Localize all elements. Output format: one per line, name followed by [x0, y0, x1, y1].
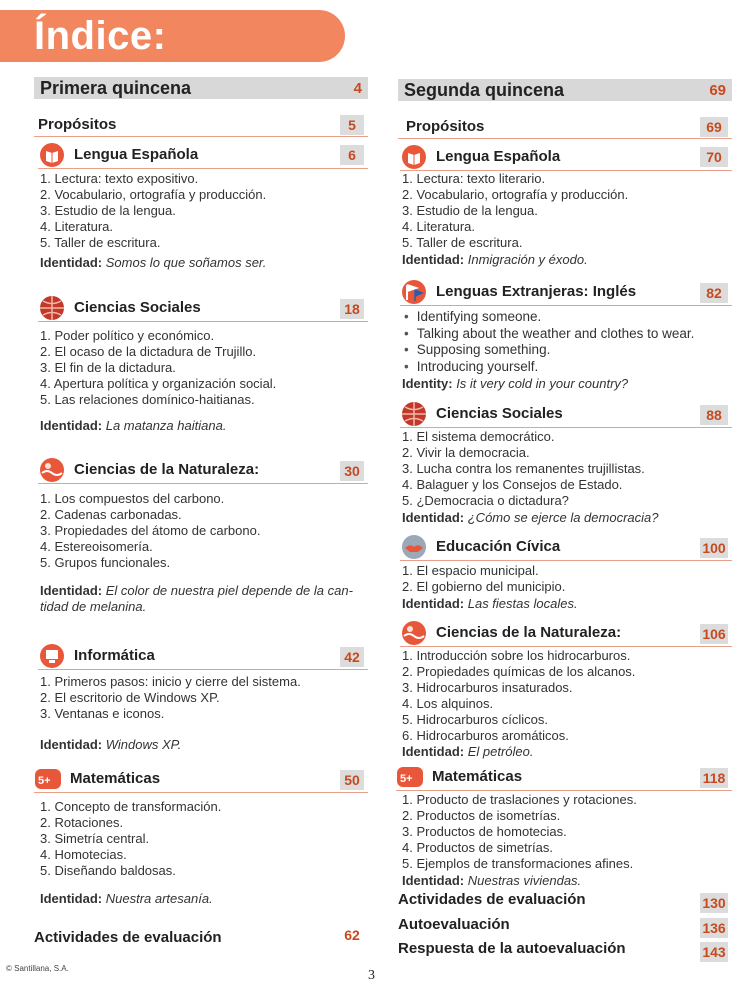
topic-item: 5. Diseñando baldosas.: [40, 863, 176, 878]
svg-text:5+: 5+: [38, 775, 51, 787]
subject-page: 70: [700, 147, 728, 167]
subject-page: 42: [340, 647, 364, 667]
topic-list: [40, 328, 276, 408]
identidad-text: ¿Cómo se ejerce la democracia?: [467, 510, 659, 525]
identidad-line: [402, 252, 588, 268]
propositos-page: 69: [700, 117, 728, 137]
identidad-text: Somos lo que soñamos ser.: [105, 255, 267, 270]
topic-item: 4. Balaguer y los Consejos de Estado.: [402, 477, 623, 492]
topic-list: [402, 563, 565, 595]
autoevaluacion-row[interactable]: [398, 916, 732, 938]
identidad-label: Identidad:: [402, 510, 465, 525]
subject-matematicas[interactable]: [34, 766, 368, 793]
topic-item: 2. El escritorio de Windows XP.: [40, 690, 220, 705]
book-icon: [38, 142, 66, 168]
identidad-label: Identidad:: [40, 255, 103, 270]
topic-item: 2. Cadenas carbonadas.: [40, 507, 182, 522]
subject-label: Ciencias de la Naturaleza:: [436, 624, 622, 641]
topic-list: [40, 799, 221, 879]
endrow-page: 136: [700, 918, 728, 938]
topic-item: • Identifying someone.: [404, 309, 694, 326]
actividades-row[interactable]: [34, 929, 368, 949]
topic-item: 1. Lectura: texto literario.: [402, 171, 546, 186]
topic-item: 3. Productos de homotecias.: [402, 824, 567, 839]
subject-naturaleza[interactable]: [400, 620, 732, 647]
topic-item: 5. Taller de escritura.: [40, 235, 161, 250]
subject-page: 106: [700, 624, 728, 644]
identidad-line: [402, 873, 581, 889]
topic-item: 6. Hidrocarburos aromáticos.: [402, 728, 569, 743]
actividades-page: 62: [344, 927, 360, 943]
actividades-label: Actividades de evaluación: [34, 929, 222, 946]
topic-list: [402, 648, 635, 744]
quincena-page: 69: [709, 82, 726, 99]
topic-item: 5. Taller de escritura.: [402, 235, 523, 250]
subject-informatica[interactable]: [38, 643, 368, 670]
topic-list: [402, 429, 645, 509]
subject-label: Informática: [74, 647, 155, 664]
identidad-label: Identidad:: [40, 418, 103, 433]
subject-page: 50: [340, 770, 364, 790]
globe-icon: [400, 401, 428, 427]
topic-list: [40, 171, 266, 251]
topic-item: 4. Literatura.: [40, 219, 113, 234]
computer-icon: [38, 643, 66, 669]
topic-item: 2. Vivir la democracia.: [402, 445, 530, 460]
topic-item: 1. El espacio municipal.: [402, 563, 539, 578]
topic-item: 2. Vocabulario, ortografía y producción.: [402, 187, 629, 202]
page-title: Índice:: [34, 14, 167, 58]
topic-item: 3. Ventanas e iconos.: [40, 706, 165, 721]
topic-list: [404, 309, 694, 375]
quincena-header[interactable]: [34, 77, 368, 99]
quincena-label: Segunda quincena: [404, 80, 565, 100]
topic-item: 3. Estudio de la lengua.: [402, 203, 538, 218]
topic-item: 5. Ejemplos de transformaciones afines.: [402, 856, 634, 871]
identidad-line: [40, 255, 266, 271]
subject-matematicas[interactable]: [396, 764, 732, 791]
subject-label: Matemáticas: [432, 768, 523, 785]
subject-lengua[interactable]: [38, 142, 368, 169]
topic-item: 1. Los compuestos del carbono.: [40, 491, 225, 506]
book-icon: [400, 144, 428, 170]
topic-item: 2. Rotaciones.: [40, 815, 124, 830]
nature-icon: [400, 620, 428, 646]
subject-label: Ciencias Sociales: [436, 405, 563, 422]
propositos-row[interactable]: [34, 114, 368, 137]
topic-item: 4. Productos de simetrías.: [402, 840, 554, 855]
identidad-text: El color de nuestra piel depende de la can-: [105, 583, 353, 598]
identidad-label: Identity:: [402, 376, 453, 391]
topic-item: 1. Introducción sobre los hidrocarburos.: [402, 648, 631, 663]
math-icon: [396, 764, 424, 790]
topic-item: 2. Vocabulario, ortografía y producción.: [40, 187, 267, 202]
respuesta-row[interactable]: [398, 940, 732, 962]
quincena-header[interactable]: [398, 79, 732, 101]
topic-list: [40, 674, 301, 722]
topic-item: 3. El fin de la dictadura.: [40, 360, 176, 375]
propositos-row[interactable]: [398, 116, 732, 139]
topic-item: 1. El sistema democrático.: [402, 429, 555, 444]
subject-label: Ciencias de la Naturaleza:: [74, 461, 260, 478]
topic-list: [40, 491, 260, 571]
identidad-text: Is it very cold in your country?: [456, 376, 629, 391]
endrow-page: 130: [700, 893, 728, 913]
identidad-label: Identidad:: [402, 873, 465, 888]
subject-label: Educación Cívica: [436, 538, 561, 555]
subject-page: 100: [700, 538, 728, 558]
copyright: © Santillana, S.A.: [6, 964, 69, 973]
topic-item: • Supposing something.: [404, 342, 694, 359]
identidad-line: [40, 583, 368, 615]
identidad-text: Nuestras viviendas.: [467, 873, 582, 888]
identidad-label: Identidad:: [402, 744, 465, 759]
topic-item: 5. Las relaciones domínico-haitianas.: [40, 392, 255, 407]
topic-item: 4. Estereoisomería.: [40, 539, 153, 554]
subject-page: 30: [340, 461, 364, 481]
actividades-row[interactable]: [398, 891, 732, 913]
identidad-text-continued: tidad de melanina.: [40, 599, 147, 614]
subject-sociales[interactable]: [38, 295, 368, 322]
topic-item: 1. Lectura: texto expositivo.: [40, 171, 199, 186]
subject-page: 6: [340, 145, 364, 165]
subject-sociales[interactable]: [400, 401, 732, 428]
subject-page: 18: [340, 299, 364, 319]
topic-item: 1. Concepto de transformación.: [40, 799, 222, 814]
topic-item: 2. El ocaso de la dictadura de Trujillo.: [40, 344, 257, 359]
identidad-text: La matanza haitiana.: [105, 418, 227, 433]
identidad-text: Las fiestas locales.: [467, 596, 578, 611]
quincena-page: 4: [353, 80, 362, 97]
topic-item: 5. ¿Democracia o dictadura?: [402, 493, 569, 508]
topic-item: 3. Hidrocarburos insaturados.: [402, 680, 573, 695]
subject-label: Matemáticas: [70, 770, 161, 787]
subject-label: Lengua Española: [436, 148, 561, 165]
endrow-label: Autoevaluación: [398, 916, 510, 933]
endrow-label: Actividades de evaluación: [398, 891, 586, 908]
subject-label: Lengua Española: [74, 146, 199, 163]
identidad-text: Windows XP.: [105, 737, 182, 752]
endrow-label: Respuesta de la autoevaluación: [398, 940, 626, 957]
propositos-label: Propósitos: [38, 116, 117, 133]
topic-item: 1. Poder político y económico.: [40, 328, 215, 343]
propositos-page: 5: [340, 115, 364, 135]
identidad-line: [402, 510, 658, 526]
topic-item: 4. Literatura.: [402, 219, 475, 234]
topic-item: 2. El gobierno del municipio.: [402, 579, 566, 594]
nature-icon: [38, 457, 66, 483]
identidad-label: Identidad:: [402, 252, 465, 267]
flags-icon: [400, 279, 428, 305]
subject-page: 88: [700, 405, 728, 425]
topic-item: 5. Grupos funcionales.: [40, 555, 171, 570]
globe-icon: [38, 295, 66, 321]
identidad-line: [40, 418, 226, 434]
subject-ingles[interactable]: [400, 279, 732, 306]
propositos-label: Propósitos: [406, 118, 485, 135]
identidad-text: Nuestra artesanía.: [105, 891, 213, 906]
identidad-text: El petróleo.: [467, 744, 534, 759]
subject-civica[interactable]: [400, 534, 732, 561]
topic-item: 4. Homotecias.: [40, 847, 127, 862]
topic-item: 1. Primeros pasos: inicio y cierre del sistema.: [40, 674, 301, 689]
subject-label: Ciencias Sociales: [74, 299, 201, 316]
identidad-text: Inmigración y éxodo.: [467, 252, 588, 267]
quincena-label: Primera quincena: [40, 78, 192, 98]
subject-lengua[interactable]: [400, 144, 732, 171]
svg-text:5+: 5+: [400, 773, 413, 785]
topic-item: 3. Propiedades del átomo de carbono.: [40, 523, 261, 538]
topic-item: 3. Lucha contra los remanentes trujillistas.: [402, 461, 645, 476]
identidad-label: Identidad:: [40, 891, 103, 906]
topic-item: 2. Productos de isometrías.: [402, 808, 561, 823]
identidad-line: [402, 744, 534, 760]
topic-item: 3. Simetría central.: [40, 831, 150, 846]
math-icon: [34, 766, 62, 792]
topic-item: 1. Producto de traslaciones y rotaciones.: [402, 792, 637, 807]
topic-item: 2. Propiedades químicas de los alcanos.: [402, 664, 636, 679]
identidad-label: Identidad:: [40, 583, 103, 598]
topic-item: 3. Estudio de la lengua.: [40, 203, 176, 218]
topic-list: [402, 171, 628, 251]
page-number: 3: [368, 968, 375, 983]
identidad-line: [402, 596, 578, 612]
subject-page: 82: [700, 283, 728, 303]
subject-naturaleza[interactable]: [38, 457, 368, 484]
endrow-page: 143: [700, 942, 728, 962]
identidad-line: [40, 737, 181, 753]
topic-list: [402, 792, 637, 872]
handshake-icon: [400, 534, 428, 560]
identidad-line: [40, 891, 213, 907]
identidad-label: Identidad:: [402, 596, 465, 611]
identidad-line: [402, 376, 628, 392]
topic-item: • Talking about the weather and clothes to wear.: [404, 326, 694, 343]
topic-item: 5. Hidrocarburos cíclicos.: [402, 712, 548, 727]
identidad-label: Identidad:: [40, 737, 103, 752]
subject-label: Lenguas Extranjeras: Inglés: [436, 283, 637, 300]
topic-item: 4. Apertura política y organización social.: [40, 376, 277, 391]
topic-item: • Introducing yourself.: [404, 359, 694, 376]
subject-page: 118: [700, 768, 728, 788]
topic-item: 4. Los alquinos.: [402, 696, 494, 711]
